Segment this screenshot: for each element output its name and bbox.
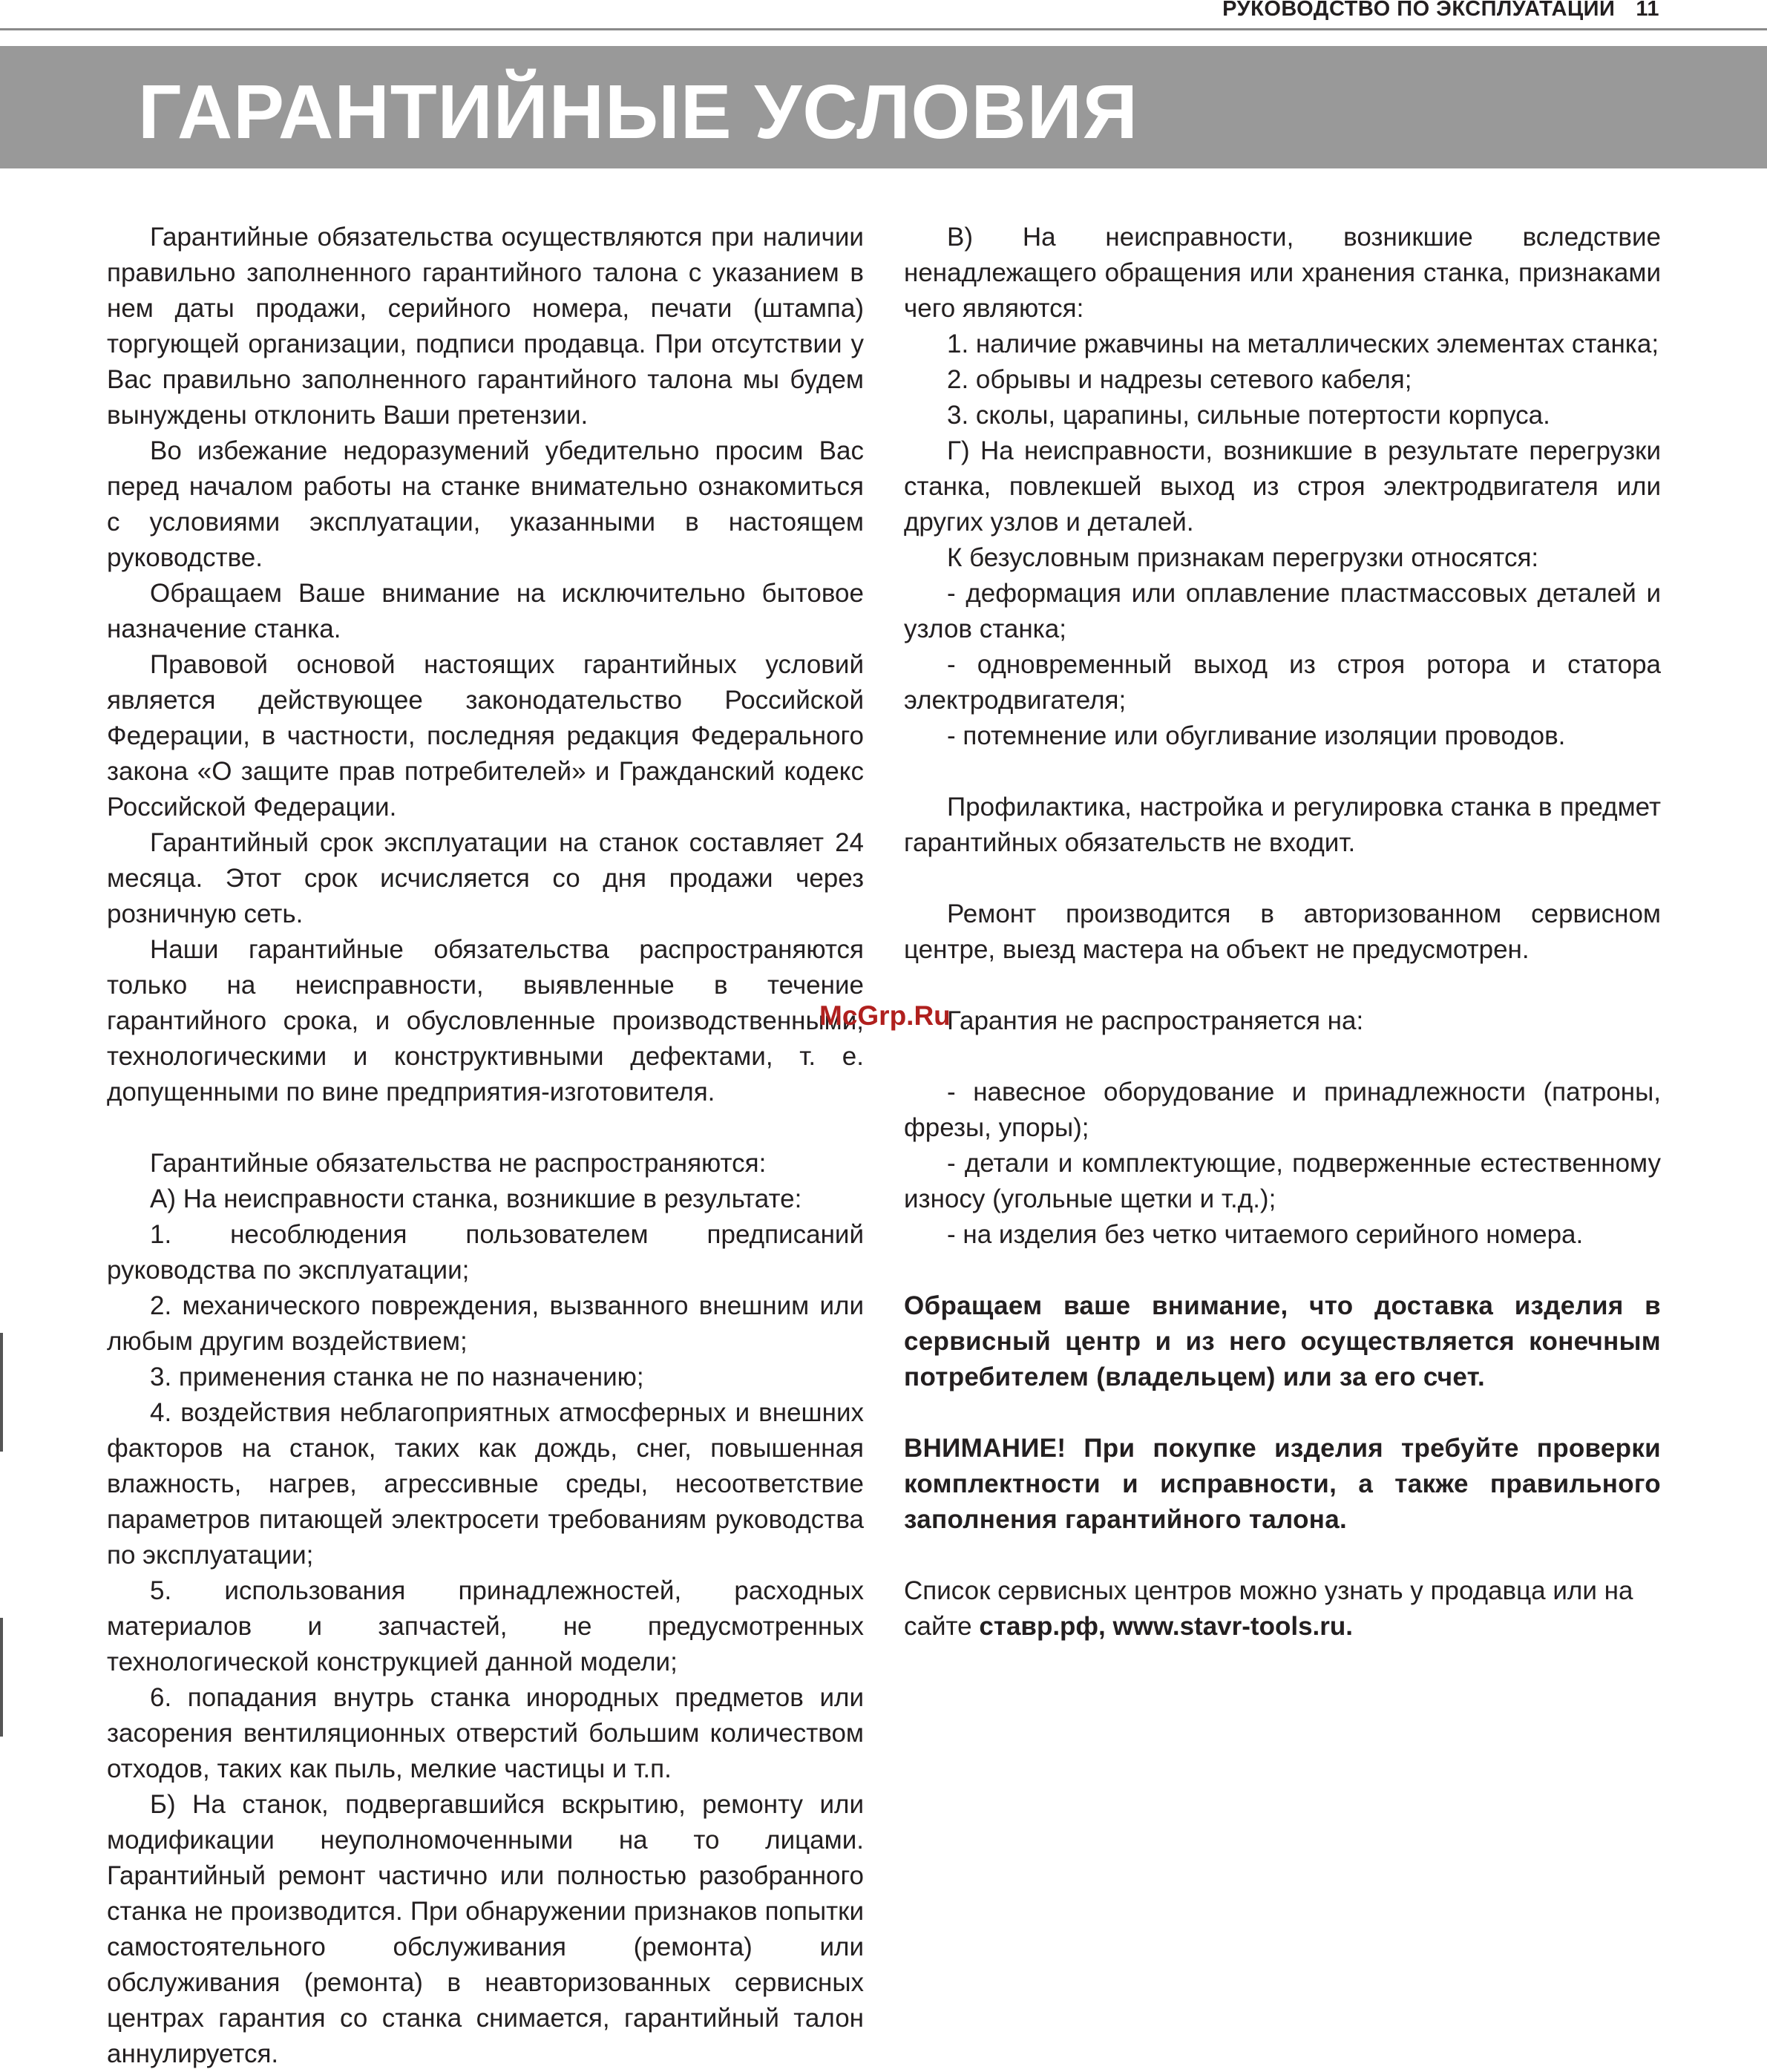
service-centers-text: Список сервисных центров можно узнать у продавца или на сайте xyxy=(904,1576,1633,1641)
margin-mark xyxy=(0,1618,3,1737)
spacer xyxy=(904,1395,1661,1431)
list-item: 3. сколы, царапины, сильные потертости корпуса. xyxy=(947,401,1550,430)
list-item: 1. несоблюдения пользователем предписаний руководства по эксплуатации; xyxy=(107,1220,864,1285)
paragraph: Правовой основой настоящих гарантийных условий является действующее законодательство Российской Федерации, в частности, последняя редакция Федерального закона «О защите прав потребителей» и Гражданский кодекс Российской Федерации. xyxy=(107,650,864,822)
paragraph: Ремонт производится в авторизованном сервисном центре, выезд мастера на объект не предусмотрен. xyxy=(904,899,1661,964)
paragraph: Обращаем Ваше внимание на исключительно бытовое назначение станка. xyxy=(107,579,864,643)
spacer xyxy=(904,1253,1661,1288)
paragraph: Во избежание недоразумений убедительно просим Вас перед началом работы на станке внимательно ознакомиться с условиями эксплуатации, указанными в настоящем руководстве. xyxy=(107,436,864,572)
list-item: 5. использования принадлежностей, расходных материалов и запчастей, не предусмотренных технологической конструкцией данной модели; xyxy=(107,1576,864,1676)
spacer xyxy=(904,968,1661,1003)
running-header xyxy=(1222,0,1659,22)
paragraph: Гарантийный срок эксплуатации на станок составляет 24 месяца. Этот срок исчисляется со дня продажи через розничную сеть. xyxy=(107,828,864,928)
service-centers-note xyxy=(904,1573,1661,1645)
list-item: 2. обрывы и надрезы сетевого кабеля; xyxy=(947,365,1412,394)
paragraph: Гарантия не распространяется на: xyxy=(947,1006,1364,1035)
list-item: - навесное оборудование и принадлежности (патроны, фрезы, упоры); xyxy=(904,1078,1661,1142)
spacer xyxy=(904,861,1661,896)
watermark: McGrp.Ru xyxy=(819,1000,951,1031)
list-heading: А) На неисправности станка, возникшие в результате: xyxy=(150,1184,802,1213)
paragraph: Б) На станок, подвергавшийся вскрытию, ремонту или модификации неуполномоченными на то лицами. Гарантийный ремонт частично или полностью разобранного станка не производится. При обнаружении признаков попытки самостоятельного обслуживания (ремонта) или обслуживания (ремонта) в неавторизованных сервисных центрах гарантия со станка снимается, гарантийный талон аннулируется. xyxy=(107,1790,864,2068)
delivery-notice: Обращаем ваше внимание, что доставка изделия в сервисный центр и из него осуществляется конечным потребителем (владельцем) или за его счет. xyxy=(904,1291,1661,1391)
list-item: - деформация или оплавление пластмассовых деталей и узлов станка; xyxy=(904,579,1661,643)
service-centers-links: ставр.рф, www.stavr-tools.ru. xyxy=(979,1612,1353,1641)
paragraph: Профилактика, настройка и регулировка станка в предмет гарантийных обязательств не входит. xyxy=(904,793,1661,857)
list-item: - детали и комплектующие, подверженные естественному износу (угольные щетки и т.д.); xyxy=(904,1149,1661,1213)
left-column xyxy=(107,220,864,2072)
list-item: 2. механического повреждения, вызванного внешним или любым другим воздействием; xyxy=(107,1291,864,1356)
list-item: 3. применения станка не по назначению; xyxy=(150,1363,644,1391)
paragraph: К безусловным признакам перегрузки относятся: xyxy=(947,543,1539,572)
header-rule xyxy=(0,28,1767,30)
paragraph: Гарантийные обязательства не распространяются: xyxy=(150,1149,767,1178)
list-item: - на изделия без четко читаемого серийного номера. xyxy=(947,1220,1584,1249)
list-heading: Г) На неисправности, возникшие в результате перегрузки станка, повлекшей выход из строя электродвигателя или других узлов и деталей. xyxy=(904,436,1661,537)
paragraph: Гарантийные обязательства осуществляются при наличии правильно заполненного гарантийного талона с указанием в нем даты продажи, серийного номера, печати (штампа) торгующей организации, подписи продавца. При отсутствии у Вас правильно заполненного гарантийного талона мы будем вынуждены отклонить Ваши претензии. xyxy=(107,223,864,430)
list-item: 6. попадания внутрь станка инородных предметов или засорения вентиляционных отверстий большим количеством отходов, таких как пыль, мелкие частицы и т.п. xyxy=(107,1683,864,1783)
spacer xyxy=(904,754,1661,790)
page-number: 11 xyxy=(1636,0,1659,21)
spacer xyxy=(904,1538,1661,1573)
spacer xyxy=(904,1039,1661,1075)
margin-mark xyxy=(0,1333,3,1452)
title-band xyxy=(0,46,1767,168)
running-title: РУКОВОДСТВО ПО ЭКСПЛУАТАЦИИ xyxy=(1222,0,1616,21)
list-item: - потемнение или обугливание изоляции проводов. xyxy=(947,721,1566,750)
page-title: ГАРАНТИЙНЫЕ УСЛОВИЯ xyxy=(138,69,1138,154)
attention-notice: ВНИМАНИЕ! При покупке изделия требуйте проверки комплектности и исправности, а также правильного заполнения гарантийного талона. xyxy=(904,1434,1661,1534)
paragraph: Наши гарантийные обязательства распространяются только на неисправности, выявленные в течение гарантийного срока, и обусловленные производственными, технологическими и конструктивными дефектами, т. е. допущенными по вине предприятия-изготовителя. xyxy=(107,935,864,1107)
list-item: 4. воздействия неблагоприятных атмосферных и внешних факторов на станок, таких как дождь, снег, повышенная влажность, нагрев, агрессивные среды, несоответствие параметров питающей электросети требованиям руководства по эксплуатации; xyxy=(107,1398,864,1570)
right-column xyxy=(904,220,1661,1645)
list-item: 1. наличие ржавчины на металлических элементах станка; xyxy=(947,330,1659,358)
spacer xyxy=(107,1110,864,1146)
list-heading: В) На неисправности, возникшие вследствие ненадлежащего обращения или хранения станка, признаками чего являются: xyxy=(904,223,1661,323)
list-item: - одновременный выход из строя ротора и статора электродвигателя; xyxy=(904,650,1661,715)
